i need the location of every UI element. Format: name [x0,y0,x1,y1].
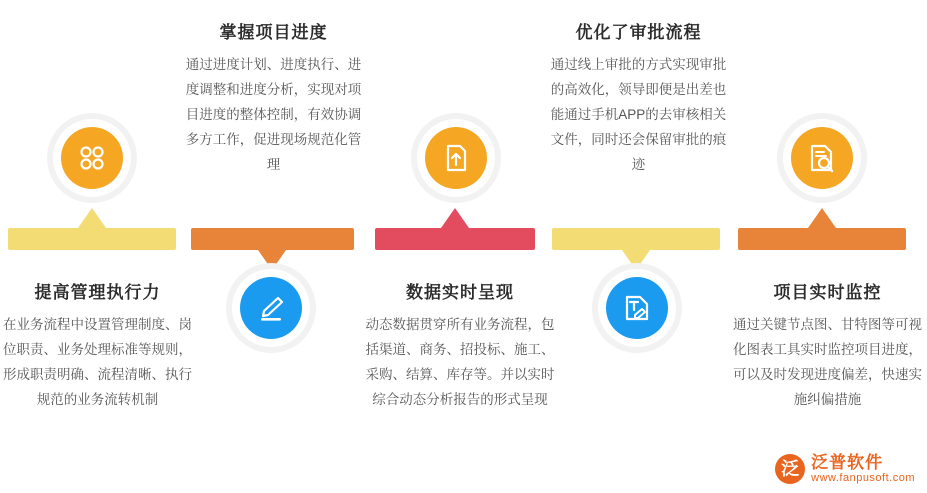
column-title-1: 提高管理执行力 [34,283,161,302]
column-block-4 [546,18,731,177]
column-body-1: 在业务流程中设置管理制度、岗位职责、业务处理标准等规则，形成职责明确、流程清晰、执行规范的业务流转机制 [3,317,192,407]
timeline-bar-2 [191,228,354,250]
icon-badge-5 [783,119,861,197]
column-body-4: 通过线上审批的方式实现审批的高效化，领导即便是出差也能通过手机APP的去审核相关文件，同时还会保留审批的痕迹 [550,57,727,172]
brand-name: 泛普软件 [811,452,884,472]
column-body-2: 通过进度计划、进度执行、进度调整和进度分析，实现对项目进度的整体控制，有效协调多方工作，促进现场规范化管理 [185,57,362,172]
column-title-4: 优化了审批流程 [575,23,702,42]
brand-logo-icon: 泛 [775,454,805,484]
text-edit-icon [606,277,668,339]
column-body-3: 动态数据贯穿所有业务流程，包括渠道、商务、招投标、施工、采购、结算、库存等。并以实时综合动态分析报告的形式呈现 [365,317,555,407]
column-title-5: 项目实时监控 [773,283,882,302]
timeline-bar-4 [552,228,720,250]
pen-write-icon [240,277,302,339]
column-block-1 [0,278,195,412]
column-title-2: 掌握项目进度 [219,23,328,42]
timeline-bar-1 [8,228,176,250]
timeline-bar-5 [738,228,906,250]
column-block-3 [365,278,555,412]
icon-badge-1 [53,119,131,197]
arrow-up-icon-5 [808,208,836,228]
brand-url: www.fanpusoft.com [811,472,915,485]
column-body-5: 通过关键节点图、甘特图等可视化图表工具实时监控项目进度，可以及时发现进度偏差，快速实施纠偏措施 [733,317,922,407]
icon-badge-4 [598,269,676,347]
column-block-5 [730,278,925,412]
icon-badge-3 [417,119,495,197]
icon-badge-2 [232,269,310,347]
arrow-down-icon-2 [258,250,286,270]
arrow-up-icon-3 [441,208,469,228]
document-upload-icon [425,127,487,189]
document-search-icon [791,127,853,189]
watermark-texts [811,453,915,485]
column-title-3: 数据实时呈现 [406,283,514,302]
timeline-bar-3 [375,228,535,250]
column-block-2 [181,18,366,177]
watermark [775,453,915,485]
arrow-down-icon-4 [622,250,650,270]
four-dots-icon [61,127,123,189]
arrow-up-icon-1 [78,208,106,228]
